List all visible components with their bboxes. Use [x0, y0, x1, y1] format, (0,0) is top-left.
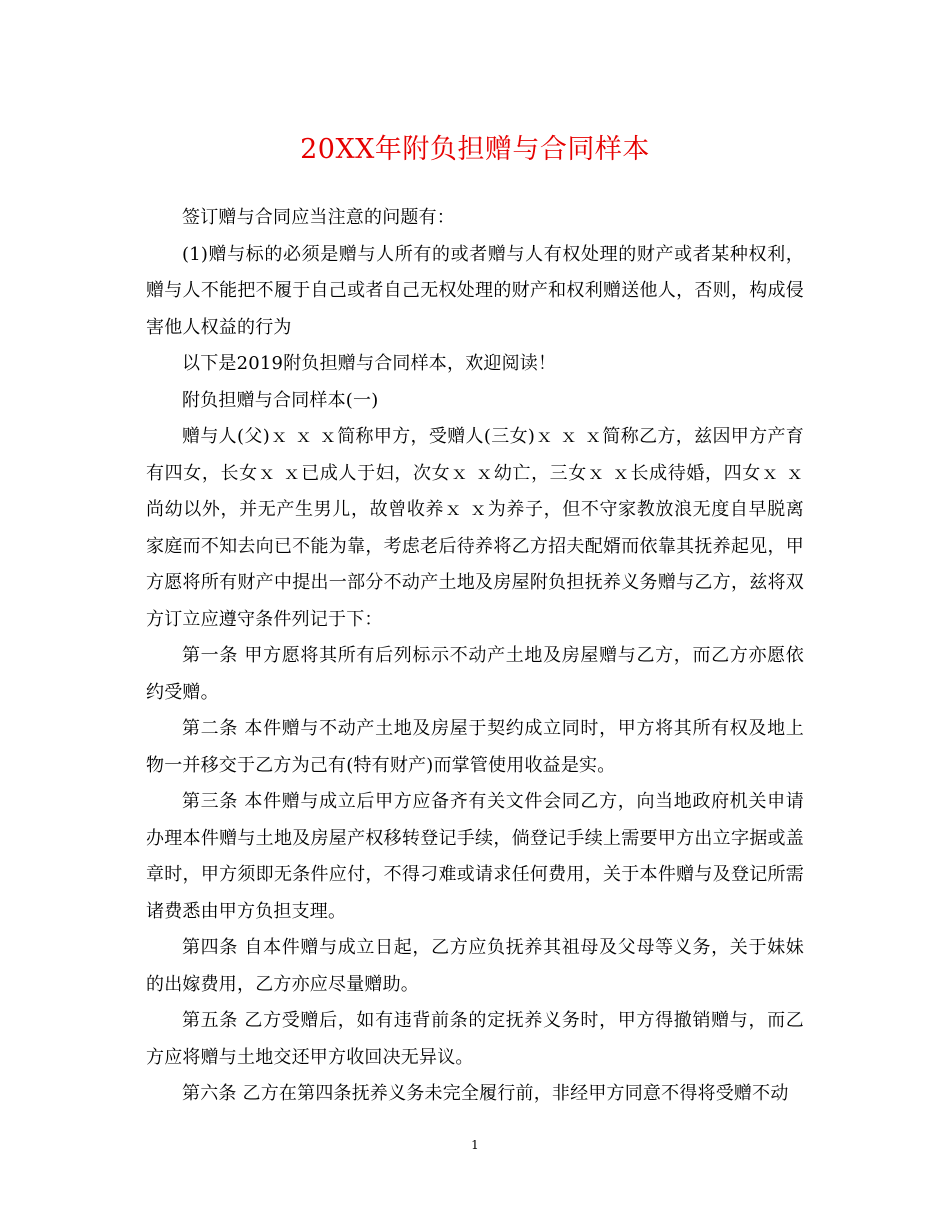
paragraph-parties: 赠与人(父)ｘ ｘ ｘ简称甲方，受赠人(三女)ｘ ｘ ｘ简称乙方，兹因甲方产育有四女，长女ｘ ｘ已成人于妇，次女ｘ ｘ幼亡，三女ｘ ｘ长成待婚，四女ｘ ｘ尚幼以外，并无产生男儿，故曾收养ｘ ｘ为养子，但不守家教放浪无度自早脱离家庭而不知去向已不能为靠，考虑老后待养将乙方招夫配婿而依靠其抚养起见，甲方愿将所有财产中提出一部分不动产土地及房屋附负担抚养义务赠与乙方，兹将双方订立应遵守条件列记于下：	[146, 426, 804, 630]
page-number: 1	[471, 1138, 479, 1152]
paragraph-point-1: (1)赠与标的必须是赠与人所有的或者赠与人有权处理的财产或者某种权利，赠与人不能把不履于自己或者自己无权处理的财产和权利赠送他人，否则，构成侵害他人权益的行为	[146, 243, 804, 338]
paragraph-welcome: 以下是2019附负担赠与合同样本，欢迎阅读！	[182, 353, 557, 374]
paragraph-article-4: 第四条 自本件赠与成立日起，乙方应负抚养其祖母及父母等义务，关于妹妹的出嫁费用，乙方亦应尽量赠助。	[146, 937, 804, 995]
paragraph-intro: 签订赠与合同应当注意的问题有：	[182, 207, 455, 228]
paragraph-article-6: 第六条 乙方在第四条抚养义务未完全履行前，非经甲方同意不得将受赠不动	[182, 1083, 789, 1104]
paragraph-article-5: 第五条 乙方受赠后，如有违背前条的定抚养义务时，甲方得撤销赠与，而乙方应将赠与土地交还甲方收回决无异议。	[146, 1010, 804, 1068]
paragraph-sample-heading: 附负担赠与合同样本(一)	[182, 389, 379, 411]
paragraph-article-3: 第三条 本件赠与成立后甲方应备齐有关文件会同乙方，向当地政府机关申请办理本件赠与土地及房屋产权移转登记手续，倘登记手续上需要甲方出立字据或盖章时，甲方须即无条件应付，不得刁难或请求任何费用，关于本件赠与及登记所需诸费悉由甲方负担支理。	[146, 791, 804, 922]
document-body	[146, 200, 804, 1113]
paragraph-article-1: 第一条 甲方愿将其所有后列标示不动产土地及房屋赠与乙方，而乙方亦愿依约受赠。	[146, 645, 804, 703]
document-title: 20XX年附负担赠与合同样本	[300, 134, 650, 165]
paragraph-article-2: 第二条 本件赠与不动产土地及房屋于契约成立同时，甲方将其所有权及地上物一并移交于乙方为己有(特有财产)而掌管使用收益是实。	[146, 718, 804, 776]
